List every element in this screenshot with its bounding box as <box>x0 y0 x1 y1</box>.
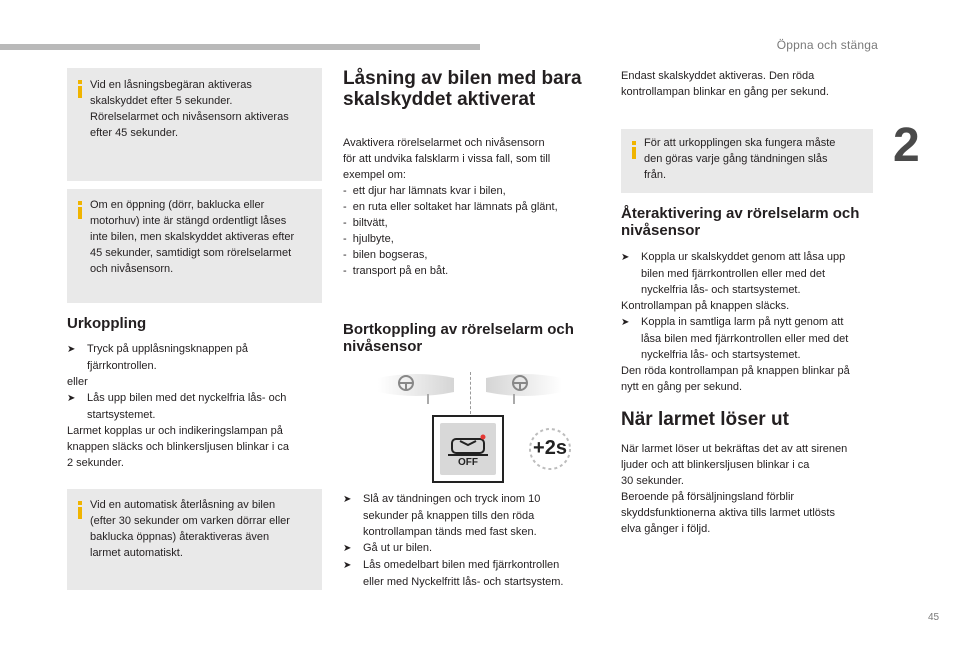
info-icon <box>78 501 82 519</box>
info-line: larmet automatiskt. <box>90 547 183 559</box>
chapter-title: Öppna och stänga <box>776 38 878 52</box>
info-line: skalskyddet efter 5 sekunder. <box>90 95 233 107</box>
section-body: Endast skalskyddet aktiveras. Den röda kontrollampan blinkar en gång per sekund. <box>621 70 829 98</box>
info-icon <box>78 80 82 98</box>
bullet-item: ➤ Lås omedelbart bilen med fjärrkontrollen eller med Nyckelfritt lås- och startsystem. <box>343 559 564 588</box>
bullet-item: ➤ Tryck på upplåsningsknappen på fjärrkontrollen. <box>67 343 249 372</box>
bullet-item: ➤ Lås upp bilen med det nyckelfria lås- och startsystemet. <box>67 392 287 421</box>
arrow-bullet-icon: ➤ <box>621 317 630 328</box>
list-item: - ett djur har lämnats kvar i bilen, <box>343 185 506 197</box>
info-line: och nivåsensorn. <box>90 263 174 275</box>
info-line: motorhuv) inte är stängd ordentligt låses <box>90 215 287 227</box>
list-item: - hjulbyte, <box>343 233 394 245</box>
section-body <box>343 491 603 590</box>
page-number: 45 <box>928 612 940 623</box>
body-line: Larmet kopplas ur och indikeringslampan på <box>67 425 283 437</box>
bullet-item: ➤ Slå av tändningen och tryck inom 10 sekunder på knappen tills den röda kontrollampan tänds med fast sken. <box>343 493 541 538</box>
list-item: - transport på en båt. <box>343 265 449 277</box>
arrow-bullet-icon: ➤ <box>343 494 352 505</box>
info-line: Vid en automatisk återlåsning av bilen <box>90 499 276 511</box>
section-body: Avaktivera rörelselarmet och nivåsensorn för att undvika falsklarm i vissa fall, som till exempel om: - ett djur har lämnats kvar i bilen, - en ruta eller soltaket har lämnats på glänt, - biltvätt, - hjulbyte, - bilen bogseras, - transport på en båt. <box>343 135 603 279</box>
section-body: ➤ Koppla ur skalskyddet genom att låsa upp bilen med fjärrkontrollen eller med det nyckelfria lås- och startsystemet. Kontrollampan på knappen släcks. ➤ Koppla in samtliga larm på nytt genom att låsa bilen med fjärrkontrollen eller med det nyckelfria lås- och startsystemet. Den röda kontrollampan på knappen blinkar på nytt en gång per sekund. <box>621 249 886 395</box>
arrow-bullet-icon: ➤ <box>67 393 76 404</box>
bullet-item: ➤ Koppla ur skalskyddet genom att låsa upp bilen med fjärrkontrollen eller med det nyckelfria lås- och startsystemet. <box>621 251 846 296</box>
section-heading: Urkoppling <box>67 315 147 332</box>
arrow-bullet-icon: ➤ <box>343 543 352 554</box>
info-line: 45 sekunder, samtidigt som rörelselarmet <box>90 247 292 259</box>
info-icon <box>78 201 82 219</box>
section-heading: Återaktivering av rörelselarm och nivåsensor <box>621 205 860 239</box>
info-box <box>67 68 322 181</box>
info-line: Om en öppning (dörr, baklucka eller <box>90 199 265 211</box>
info-box <box>67 489 322 590</box>
steering-wheel-right-icon <box>484 368 564 408</box>
section-heading: Bortkoppling av rörelselarm och nivåsensor <box>343 321 574 355</box>
info-box <box>621 129 873 193</box>
alarm-off-button <box>432 415 504 483</box>
list-item: - biltvätt, <box>343 217 388 229</box>
info-line: från. <box>644 169 667 181</box>
info-line: (efter 30 sekunder om varken dörrar eller <box>90 515 290 527</box>
arrow-bullet-icon: ➤ <box>67 344 76 355</box>
divider <box>470 372 471 414</box>
section-title: Låsning av bilen med bara skalskyddet aktiverat <box>343 68 582 110</box>
steering-wheel-left-icon <box>376 368 456 408</box>
section-title: När larmet löser ut <box>621 409 789 430</box>
info-line: baklucka öppnas) återaktiveras även <box>90 531 270 543</box>
body-line: 2 sekunder. <box>67 457 124 469</box>
info-line: Rörelselarmet och nivåsensorn aktiveras <box>90 111 289 123</box>
section-body <box>67 341 327 471</box>
timer-label: +2s <box>533 437 567 459</box>
list-item: - bilen bogseras, <box>343 249 428 261</box>
button-label: OFF <box>458 457 478 468</box>
body-line: eller <box>67 376 88 388</box>
info-line: den göras varje gång tändningen slås <box>644 153 828 165</box>
bullet-item: ➤ Koppla in samtliga larm på nytt genom att låsa bilen med fjärrkontrollen eller med det nyckelfria lås- och startsystemet. <box>621 316 849 361</box>
info-box <box>67 189 322 303</box>
interior-sensor-illustration <box>376 368 456 408</box>
arrow-bullet-icon: ➤ <box>621 252 630 263</box>
bullet-item: ➤ Gå ut ur bilen. <box>343 540 603 557</box>
info-line: För att urkopplingen ska fungera måste <box>644 137 836 149</box>
info-icon <box>632 141 636 159</box>
chapter-number: 2 <box>893 119 920 172</box>
arrow-bullet-icon: ➤ <box>343 560 352 571</box>
info-line: inte bilen, men skalskyddet aktiveras efter <box>90 231 295 243</box>
interior-sensor-illustration <box>484 368 564 408</box>
list-item: - en ruta eller soltaket har lämnats på glänt, <box>343 201 558 213</box>
section-body: När larmet löser ut bekräftas det av att sirenen ljuder och att blinkersljusen blinkar i ca 30 sekunder. Beroende på försäljningsland förblir skyddsfunktionerna aktiva tills larmet utlösts elva gånger i följd. <box>621 443 848 535</box>
info-line: efter 45 sekunder. <box>90 127 179 139</box>
body-line: knappen släcks och blinkersljusen blinkar i ca <box>67 441 289 453</box>
info-line: Vid en låsningsbegäran aktiveras <box>90 79 252 91</box>
timer-icon <box>527 426 573 472</box>
header-rule <box>0 44 480 50</box>
